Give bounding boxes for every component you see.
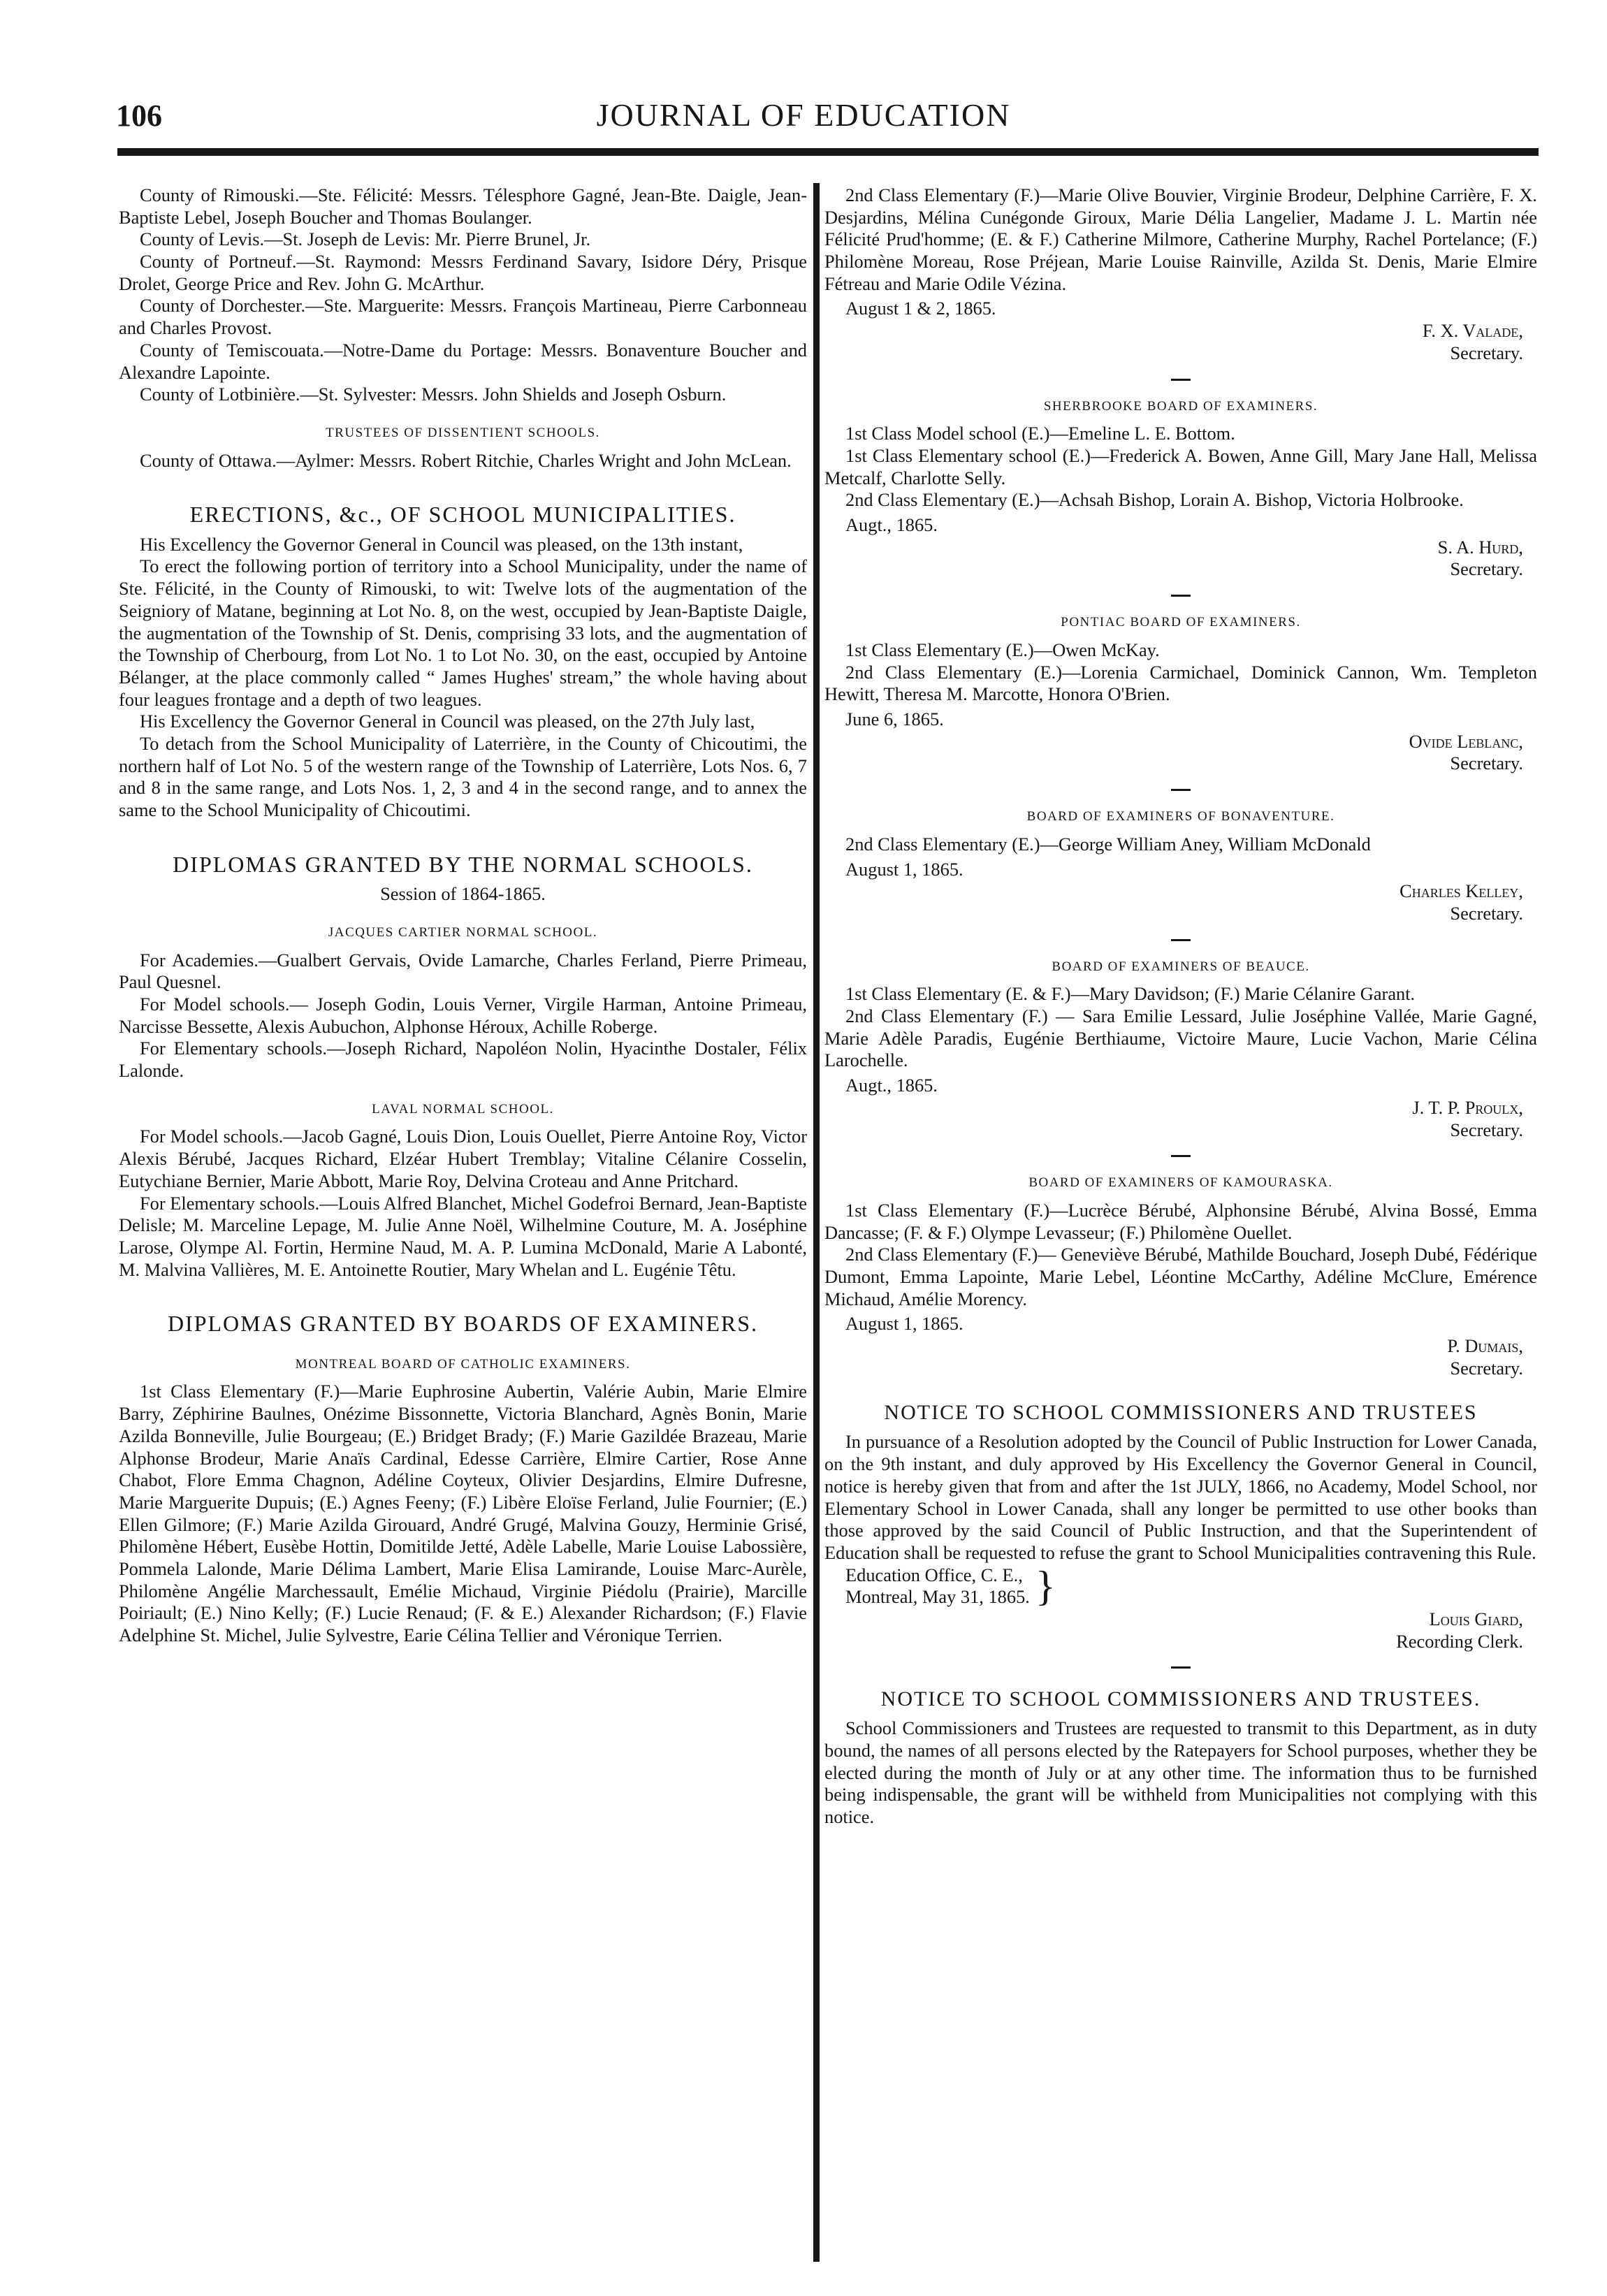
notice-place-date (824, 1564, 1537, 1608)
notice-date: Montreal, May 31, 1865. (845, 1586, 1030, 1608)
erections-paragraph: To detach from the School Municipality of Laterrière, in the County of Chicoutimi, the northern half of Lot No. 5 of the western range of the Township of Laterrière, Lots Nos. 6, 7 and 8 in the same range, and Lots Nos. 1, 2, 3 and 4 in the second range, and to annex the same to the School Municipality of Chicoutimi. (119, 732, 807, 820)
section-dash (1171, 1666, 1191, 1669)
session-subheading: Session of 1864-1865. (380, 883, 546, 905)
diploma-paragraph: 1st Class Elementary (E. & F.)—Mary Davidson; (F.) Marie Célanire Garant. (845, 983, 1416, 1005)
left-column (119, 184, 807, 1647)
notice-heading: NOTICE TO SCHOOL COMMISSIONERS AND TRUSTEES (884, 1401, 1478, 1425)
diploma-paragraph: For Model schools.—Jacob Gagné, Louis Dion, Louis Ouellet, Pierre Antoine Roy, Victor Alexis Bérubé, Jacques Richard, Elzéar Hubert Tremblay; Vitaline Célanire Cosselin, Eutychiane Bernier, Marie Abbott, Marie Roy, Delvina Croteau and Anne Pritchard. (119, 1126, 807, 1191)
erections-paragraph: His Excellency the Governor General in Council was pleased, on the 13th instant, (140, 533, 743, 555)
pontiac-heading: PONTIAC BOARD OF EXAMINERS. (1061, 615, 1301, 630)
dissentient-paragraph: County of Ottawa.—Aylmer: Messrs. Robert Ritchie, Charles Wright and John McLean. (140, 449, 792, 471)
journal-title: JOURNAL OF EDUCATION (596, 97, 1011, 133)
beauce-heading: BOARD OF EXAMINERS OF BEAUCE. (1052, 959, 1310, 974)
signature-name: Charles Kelley, (1399, 880, 1523, 902)
kamouraska-heading: BOARD OF EXAMINERS OF KAMOURASKA. (1028, 1175, 1333, 1191)
date-line: June 6, 1865. (845, 708, 944, 729)
bonaventure-heading: BOARD OF EXAMINERS OF BONAVENTURE. (1026, 809, 1335, 824)
appointment-paragraph: County of Portneuf.—St. Raymond: Messrs Ferdinand Savary, Isidore Déry, Prisque Drolet, George Price and Rev. John G. McArthur. (119, 251, 807, 294)
date-line: Augt., 1865. (845, 514, 938, 536)
signature-title: Secretary. (1450, 1357, 1523, 1379)
notice-heading: NOTICE TO SCHOOL COMMISSIONERS AND TRUSTEES. (880, 1687, 1481, 1711)
laval-heading: LAVAL NORMAL SCHOOL. (372, 1101, 554, 1117)
date-line: August 1, 1865. (845, 858, 964, 880)
normal-schools-heading: DIPLOMAS GRANTED BY THE NORMAL SCHOOLS. (173, 851, 753, 877)
section-dash (1171, 789, 1191, 791)
dissentient-heading: TRUSTEES OF DISSENTIENT SCHOOLS. (326, 425, 600, 440)
section-dash (1171, 595, 1191, 597)
diploma-paragraph: For Elementary schools.—Louis Alfred Blanchet, Michel Godefroi Bernard, Jean-Baptiste Delisle; M. Marceline Lepage, M. Julie Anne Noël, Wilhelmine Couture, M. A. Joséphine Larose, Olympe Al. Fortin, Hermine Naud, M. A. P. Lumina McDonald, Marie A Labonté, M. Malvina Vallières, M. E. Antoinette Routier, Mary Whelan and L. Eugénie Têtu. (119, 1192, 807, 1280)
diploma-paragraph: 2nd Class Elementary (E.)—Lorenia Carmichael, Dominick Cannon, Wm. Templeton Hewitt, Theresa M. Marcotte, Honora O'Brien. (824, 661, 1537, 705)
right-column (824, 184, 1537, 1829)
notice-place: Education Office, C. E., (845, 1564, 1023, 1585)
diploma-paragraph: 1st Class Elementary (F.)—Lucrèce Bérubé, Alphonsine Bérubé, Alvina Bossé, Emma Dancasse; (F. & F.) Olympe Levasseur; (F.) Philomène Ouellet. (824, 1199, 1537, 1243)
signature-name: S. A. Hurd, (1437, 536, 1523, 558)
signature-name: F. X. Valade, (1422, 320, 1523, 342)
appointment-paragraph: County of Levis.—St. Joseph de Levis: Mr. Pierre Brunel, Jr. (140, 228, 591, 250)
page-number: 106 (116, 99, 162, 133)
diploma-paragraph: 2nd Class Elementary (E.)—George William Aney, William McDonald (845, 833, 1371, 855)
section-dash (1171, 379, 1191, 381)
signature-name: P. Dumais, (1447, 1335, 1523, 1357)
appointment-paragraph: County of Lotbinière.—St. Sylvester: Messrs. John Shields and Joseph Osburn. (140, 384, 727, 405)
diploma-paragraph: 2nd Class Elementary (E.)—Achsah Bishop, Lorain A. Bishop, Victoria Holbrooke. (845, 489, 1464, 511)
signature-title: Secretary. (1450, 902, 1523, 924)
section-dash (1171, 1155, 1191, 1157)
notice-paragraph: School Commissioners and Trustees are requested to transmit to this Department, as in duty bound, the names of all persons elected by the Ratepayers for School purposes, whether they be elected during the month of July or at any other time. The information thus to be furnished being indispensable, the grant will be withheld from Municipalities not complying with this notice. (824, 1717, 1537, 1828)
montreal-board-heading: MONTREAL BOARD OF CATHOLIC EXAMINERS. (295, 1356, 631, 1372)
signature-title: Secretary. (1450, 753, 1523, 774)
diploma-paragraph: 2nd Class Elementary (F.)—Marie Olive Bouvier, Virginie Brodeur, Delphine Carrière, F. X. Desjardins, Mélina Cunégonde Giroux, Marie Délia Langelier, Madame J. L. Martin née Félicité Prud'homme; (E. & F.) Catherine Milmore, Catherine Murphy, Rachel Portelance; (F.) Philomène Moreau, Rose Préjean, Marie Louise Rainville, Azilda St. Denis, Marie Elmire Fétreau and Marie Odile Vézina. (824, 184, 1537, 294)
notice-paragraph: In pursuance of a Resolution adopted by the Council of Public Instruction for Lower Canada, on the 9th instant, and duly approved by His Excellency the Governor General in Council, notice is hereby given that from and after the 1st JULY, 1866, no Academy, Model School, nor Elementary School in Lower Canada, shall any longer be permitted to use other books than those approved by the said Council of Public Instruction, and that the Superintendent of Education shall be requested to refuse the grant to School Municipalities contravening this Rule. (824, 1431, 1537, 1563)
erections-paragraph: To erect the following portion of territory into a School Municipality, under the name of Ste. Félicité, in the County of Rimouski, to wit: Twelve lots of the augmentation of the Seigniory of Matane, beginning at Lot No. 8, on the west, occupied by Jean-Baptiste Daigle, the augmentation of the Township of St. Denis, comprising 33 lots, and the augmentation of the Township of Cherbourg, from Lot No. 1 to Lot No. 30, on the east, occupied by Antoine Bélanger, at the place commonly called “ James Hughes' stream,” the whole having about four leagues frontage and a depth of two leagues. (119, 555, 807, 710)
header-rule (117, 148, 1539, 156)
brace-glyph: } (1035, 1563, 1056, 1610)
diploma-paragraph: For Academies.—Gualbert Gervais, Ovide Lamarche, Charles Ferland, Pierre Primeau, Paul Quesnel. (119, 949, 807, 993)
diploma-paragraph: 1st Class Model school (E.)—Emeline L. E. Bottom. (845, 423, 1235, 444)
boards-heading: DIPLOMAS GRANTED BY BOARDS OF EXAMINERS. (167, 1311, 759, 1337)
signature-title: Secretary. (1450, 1119, 1523, 1140)
date-line: August 1, 1865. (845, 1313, 964, 1335)
erections-paragraph: His Excellency the Governor General in Council was pleased, on the 27th July last, (140, 711, 755, 732)
signature-name: Louis Giard, (1429, 1608, 1523, 1629)
appointment-paragraph: County of Rimouski.—Ste. Félicité: Messrs. Télesphore Gagné, Jean-Bte. Daigle, Jean-Baptiste Lebel, Joseph Boucher and Thomas Boulanger. (119, 184, 807, 228)
diploma-paragraph: 2nd Class Elementary (F.)— Geneviève Bérubé, Mathilde Bouchard, Joseph Dubé, Fédérique Dumont, Emma Lapointe, Marie Lebel, Léontine McCarthy, Adéline McClure, Emérence Michaud, Amélie Morency. (824, 1244, 1537, 1309)
sherbrooke-heading: SHERBROOKE BOARD OF EXAMINERS. (1043, 398, 1318, 414)
erections-heading: ERECTIONS, &c., OF SCHOOL MUNICIPALITIES. (189, 502, 736, 528)
diploma-paragraph: 1st Class Elementary school (E.)—Frederick A. Bowen, Anne Gill, Mary Jane Hall, Melissa Metcalf, Charlotte Selly. (824, 444, 1537, 488)
column-divider (813, 183, 820, 2262)
diploma-paragraph: 1st Class Elementary (E.)—Owen McKay. (845, 639, 1160, 660)
date-line: Augt., 1865. (845, 1075, 938, 1096)
diploma-paragraph: 2nd Class Elementary (F.) — Sara Emilie Lessard, Julie Joséphine Vallée, Marie Gagné, Marie Adèle Paradis, Eugénie Berthiaume, Victoire Maure, Lucie Vachon, Marie Célina Larochelle. (824, 1005, 1537, 1071)
date-line: August 1 & 2, 1865. (845, 298, 996, 319)
signature-name: J. T. P. Proulx, (1412, 1096, 1523, 1118)
diploma-paragraph: For Elementary schools.—Joseph Richard, Napoléon Nolin, Hyacinthe Dostaler, Félix Lalonde. (119, 1038, 807, 1081)
signature-title: Secretary. (1450, 558, 1523, 580)
diploma-paragraph: For Model schools.— Joseph Godin, Louis Verner, Virgile Harman, Antoine Primeau, Narcisse Bessette, Alexis Aubuchon, Alphonse Héroux, Achille Roberge. (119, 993, 807, 1037)
appointment-paragraph: County of Dorchester.—Ste. Marguerite: Messrs. François Martineau, Pierre Carbonneau and Charles Provost. (119, 295, 807, 339)
signature-title: Secretary. (1450, 342, 1523, 363)
signature-title: Recording Clerk. (1396, 1630, 1523, 1652)
diploma-paragraph: 1st Class Elementary (F.)—Marie Euphrosine Aubertin, Valérie Aubin, Marie Elmire Barry, Zéphirine Baulnes, Onézime Bissonnette, Victoria Blanchard, Agnès Bonin, Marie Azilda Bonneville, Julie Bourgeau; (E.) Bridget Brady; (F.) Marie Gazildée Brazeau, Marie Alphonse Brodeur, Marie Anaïs Cardinal, Edesse Carrière, Elmire Cartier, Rose Anne Chabot, Flore Emma Chagnon, Adéline Coyteux, Olivier Desjardins, Elmire Dufresne, Marie Marguerite Dupuis; (E.) Agnes Feeny; (F.) Libère Eloïse Ferland, Julie Fournier; (E.) Ellen Gilmore; (F.) Marie Azilda Girouard, André Grugé, Malvina Gouzy, Herminie Grisé, Philomène Hébert, Eusèbe Hottin, Domitilde Jetté, Adèle Labelle, Marie Louise Labossière, Pommela Lalonde, Marie Délima Lambert, Marie Elisa Lamirande, Louise Marc-Aurèle, Philomène Angélie Marchessault, Emélie Michaud, Virginie Piédolu (Prairie), Marcille Poiriault; (E.) Nino Kelly; (F.) Lucie Renaud; (F. & E.) Alexander Richardson; (F.) Flavie Adelphine St. Michel, Julie Sylvestre, Earie Célina Tellier and Véronique Terrien. (119, 1381, 807, 1646)
appointment-paragraph: County of Temiscouata.—Notre-Dame du Portage: Messrs. Bonaventure Boucher and Alexandre Lapointe. (119, 339, 807, 383)
signature-name: Ovide Leblanc, (1409, 730, 1523, 752)
section-dash (1171, 939, 1191, 941)
jacques-cartier-heading: JACQUES CARTIER NORMAL SCHOOL. (328, 924, 598, 940)
